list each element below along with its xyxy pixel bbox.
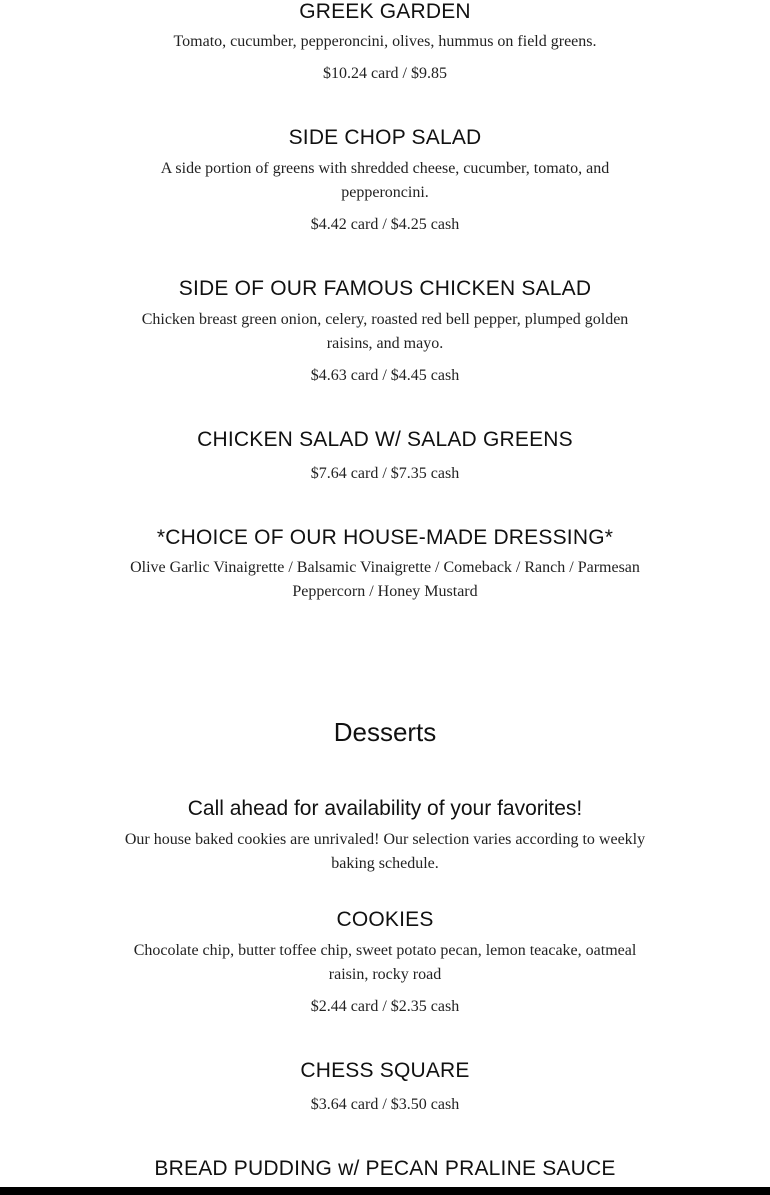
item-description-side-chop-salad: A side portion of greens with shredded cheese, cucumber, tomato, and pepperoncini. (160, 160, 610, 201)
dressing-title: *CHOICE OF OUR HOUSE-MADE DRESSING* (156, 526, 614, 549)
desserts-note-title: Call ahead for availability of your favorites! (187, 797, 583, 820)
item-title-cookies: COOKIES (336, 908, 434, 931)
item-description-greek-garden: Tomato, cucumber, pepperoncini, olives, hummus on field greens. (173, 33, 597, 50)
desserts-section-title: Desserts (333, 717, 437, 747)
bottom-bar (0, 1187, 770, 1195)
desserts-note-text: Our house baked cookies are unrivaled! Our selection varies according to weekly baking schedule. (124, 831, 646, 872)
item-title-side-chop-salad: SIDE CHOP SALAD (288, 126, 482, 149)
item-price-side-chicken-salad: $4.63 card / $4.45 cash (310, 367, 460, 384)
item-price-greek-garden: $10.24 card / $9.85 (323, 65, 447, 82)
item-title-side-chicken-salad: SIDE OF OUR FAMOUS CHICKEN SALAD (178, 277, 592, 300)
dressing-options: Olive Garlic Vinaigrette / Balsamic Vinaigrette / Comeback / Ranch / Parmesan Peppercorn / Honey Mustard (130, 559, 640, 600)
item-title-bread-pudding: BREAD PUDDING w/ PECAN PRALINE SAUCE (154, 1157, 616, 1180)
item-title-chess-square: CHESS SQUARE (300, 1059, 470, 1082)
item-description-side-chicken-salad: Chicken breast green onion, celery, roasted red bell pepper, plumped golden raisins, and mayo. (141, 311, 629, 352)
item-title-chicken-salad-greens: CHICKEN SALAD W/ SALAD GREENS (197, 428, 573, 451)
item-price-chess-square: $3.64 card / $3.50 cash (310, 1096, 460, 1113)
item-description-cookies: Chocolate chip, butter toffee chip, sweet potato pecan, lemon teacake, oatmeal raisin, rocky road (133, 942, 637, 983)
item-price-side-chop-salad: $4.42 card / $4.25 cash (310, 216, 460, 233)
item-price-cookies: $2.44 card / $2.35 cash (310, 998, 460, 1015)
item-price-chicken-salad-greens: $7.64 card / $7.35 cash (310, 465, 460, 482)
item-title-greek-garden: GREEK GARDEN (299, 0, 471, 23)
